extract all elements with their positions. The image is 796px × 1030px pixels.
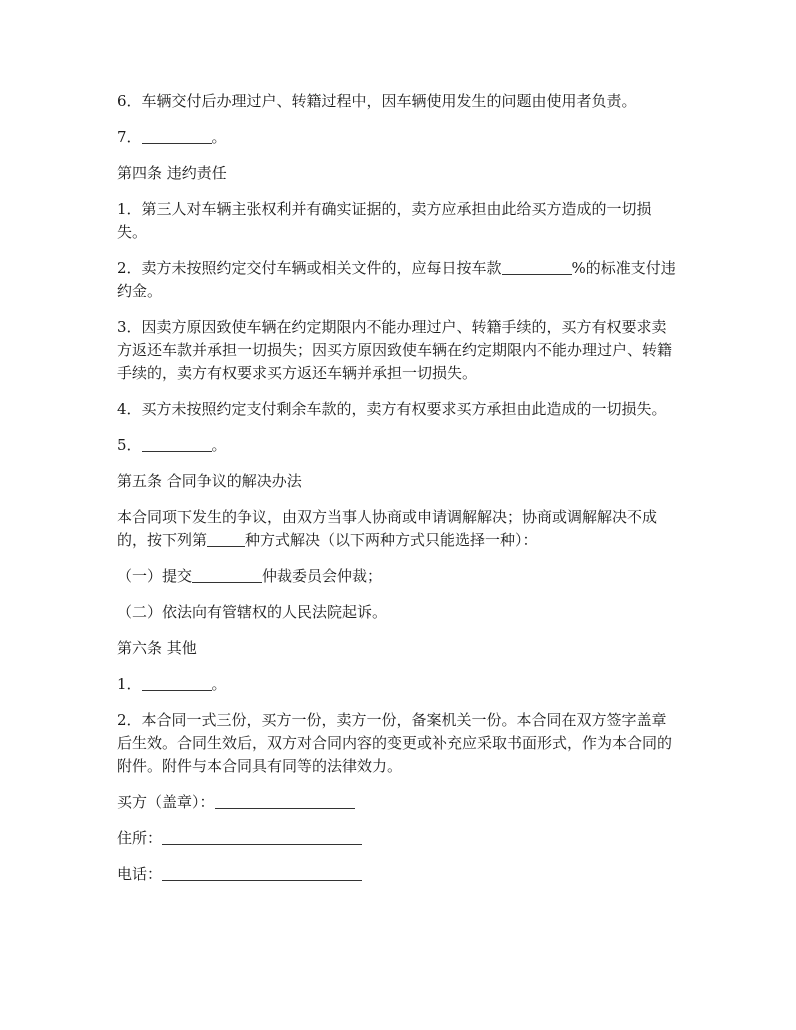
blank-line: [192, 566, 262, 583]
clause-4-5: 5． 。: [117, 436, 227, 454]
clause-3-7: 7． 。: [117, 128, 227, 146]
blank-line: [215, 792, 355, 809]
blank-line: [142, 435, 212, 452]
blank-line: [142, 127, 212, 144]
clause-4-2: 2．卖方未按照约定交付车辆或相关文件的，应每日按车款 %的标准支付违约金。: [117, 259, 676, 300]
blank-line: [162, 828, 362, 845]
clause-5-option-2: （二）依法向有管辖权的人民法院起诉。: [117, 603, 388, 621]
clause-5-body: 本合同项下发生的争议，由双方当事人协商或申请调解解决；协商或调解解决不成的，按下列第 种方式解决（以下两种方式只能选择一种）：: [117, 508, 658, 549]
address-line: 住所：: [117, 827, 677, 850]
clause-3-6: 6．车辆交付后办理过户、转籍过程中，因车辆使用发生的问题由使用者负责。: [117, 92, 637, 110]
clause-4-1: 1．第三人对车辆主张权利并有确实证据的，卖方应承担由此给买方造成的一切损失。: [117, 200, 652, 241]
blank-line: [162, 864, 362, 881]
article-6-title: 第六条 其他: [117, 639, 197, 657]
article-4-title: 第四条 违约责任: [117, 164, 227, 182]
blank-line: [142, 674, 212, 691]
clause-5-option-1: （一）提交 仲裁委员会仲裁；: [117, 567, 383, 585]
blank-line: [502, 258, 572, 275]
clause-6-2: 2．本合同一式三份，买方一份，卖方一份，备案机关一份。本合同在双方签字盖章后生效。合同生效后，双方对合同内容的变更或补充应采取书面形式，作为本合同的附件。附件与本合同具有同等的法律效力。: [117, 711, 673, 775]
phone-line: 电话：: [117, 863, 677, 886]
contract-document: [117, 90, 677, 899]
clause-4-4: 4．买方未按照约定支付剩余车款的，卖方有权要求买方承担由此造成的一切损失。: [117, 400, 667, 418]
clause-6-1: 1． 。: [117, 675, 227, 693]
clause-4-3: 3．因卖方原因致使车辆在约定期限内不能办理过户、转籍手续的，买方有权要求卖方返还车款并承担一切损失；因买方原因致使车辆在约定期限内不能办理过户、转籍手续的，卖方有权要求买方返还车辆并承担一切损失。: [117, 318, 673, 382]
blank-line: [207, 530, 245, 547]
article-5-title: 第五条 合同争议的解决办法: [117, 472, 302, 490]
buyer-signature-line: 买方（盖章）：: [117, 791, 677, 814]
